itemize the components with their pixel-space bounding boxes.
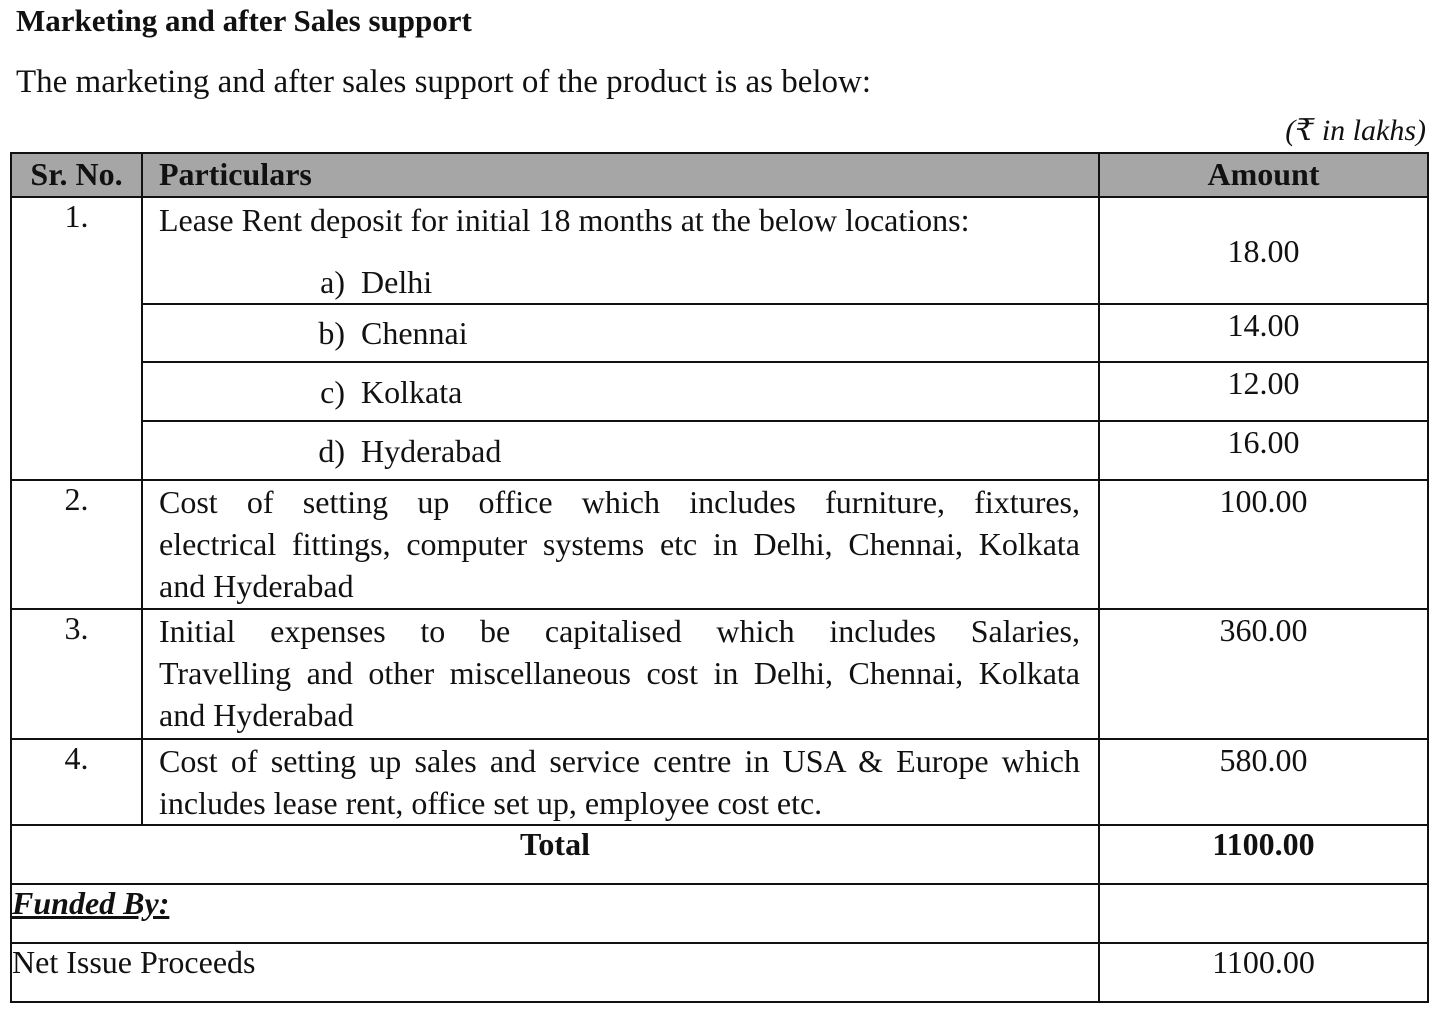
location-name: Kolkata [361, 373, 463, 410]
row-particulars [142, 197, 1099, 304]
net-issue-row [11, 943, 1428, 1002]
row-sr-no: 1. [11, 197, 142, 480]
table-header-row [11, 153, 1428, 197]
location-letter: b) [318, 315, 345, 351]
location-item [143, 431, 1098, 471]
location-name: Delhi [361, 264, 433, 300]
description-line: Cost of setting up office which includes furniture, fixtures, [159, 484, 1080, 520]
row-amount: 580.00 [1099, 739, 1428, 825]
table-row [11, 609, 1428, 739]
location-letter: d) [318, 432, 345, 469]
header-sr-no: Sr. No. [11, 153, 142, 197]
description-line: electrical fittings, computer systems etc in Delhi, Chennai, Kolkata [159, 526, 1080, 562]
description-line: and Hyderabad [159, 568, 354, 604]
location-name: Chennai [361, 315, 468, 351]
description-line: includes lease rent, office set up, employee cost etc. [159, 785, 823, 821]
table-row [11, 362, 1428, 421]
description-line: Initial expenses to be capitalised which includes Salaries, [159, 613, 1080, 649]
row-amount: 12.00 [1099, 362, 1428, 421]
table-row [11, 197, 1428, 304]
net-issue-amount: 1100.00 [1099, 943, 1428, 1002]
header-amount: Amount [1099, 153, 1428, 197]
intro-text: The marketing and after sales support of the product is as below: [16, 64, 872, 100]
description-line: Cost of setting up sales and service centre in USA & Europe which [159, 743, 1080, 779]
row-particulars [142, 609, 1099, 739]
row-amount: 16.00 [1099, 421, 1428, 480]
total-amount: 1100.00 [1099, 825, 1428, 884]
row-particulars [142, 304, 1099, 362]
row-particulars [142, 362, 1099, 421]
funded-by-row [11, 884, 1428, 943]
funded-by-amount-empty [1099, 884, 1428, 943]
row-amount: 18.00 [1099, 197, 1428, 304]
location-item [143, 372, 1098, 412]
table-row [11, 480, 1428, 609]
table-row [11, 304, 1428, 362]
location-name: Hyderabad [361, 432, 502, 469]
location-letter: a) [320, 264, 345, 300]
row-sr-no: 3. [11, 609, 142, 739]
cost-table [10, 152, 1429, 1003]
total-row [11, 825, 1428, 884]
unit-note: (₹ in lakhs) [1285, 114, 1426, 147]
row-amount: 14.00 [1099, 304, 1428, 362]
lease-rent-description: Lease Rent deposit for initial 18 months at the below locations: [159, 202, 970, 238]
table-row [11, 421, 1428, 480]
description-line: Travelling and other miscellaneous cost in Delhi, Chennai, Kolkata [159, 655, 1080, 691]
location-letter: c) [320, 373, 345, 410]
row-amount: 360.00 [1099, 609, 1428, 739]
section-heading: Marketing and after Sales support [16, 3, 472, 38]
row-particulars [142, 421, 1099, 480]
description-line: and Hyderabad [159, 697, 354, 733]
table-row [11, 739, 1428, 825]
net-issue-label: Net Issue Proceeds [11, 943, 1099, 1002]
row-particulars [142, 739, 1099, 825]
funded-by-label: Funded By: [11, 884, 1099, 943]
row-sr-no: 4. [11, 739, 142, 825]
row-amount: 100.00 [1099, 480, 1428, 609]
row-sr-no: 2. [11, 480, 142, 609]
total-label: Total [11, 825, 1099, 884]
location-item [143, 313, 1098, 353]
header-particulars: Particulars [142, 153, 1099, 197]
location-item [143, 262, 1098, 302]
row-particulars [142, 480, 1099, 609]
